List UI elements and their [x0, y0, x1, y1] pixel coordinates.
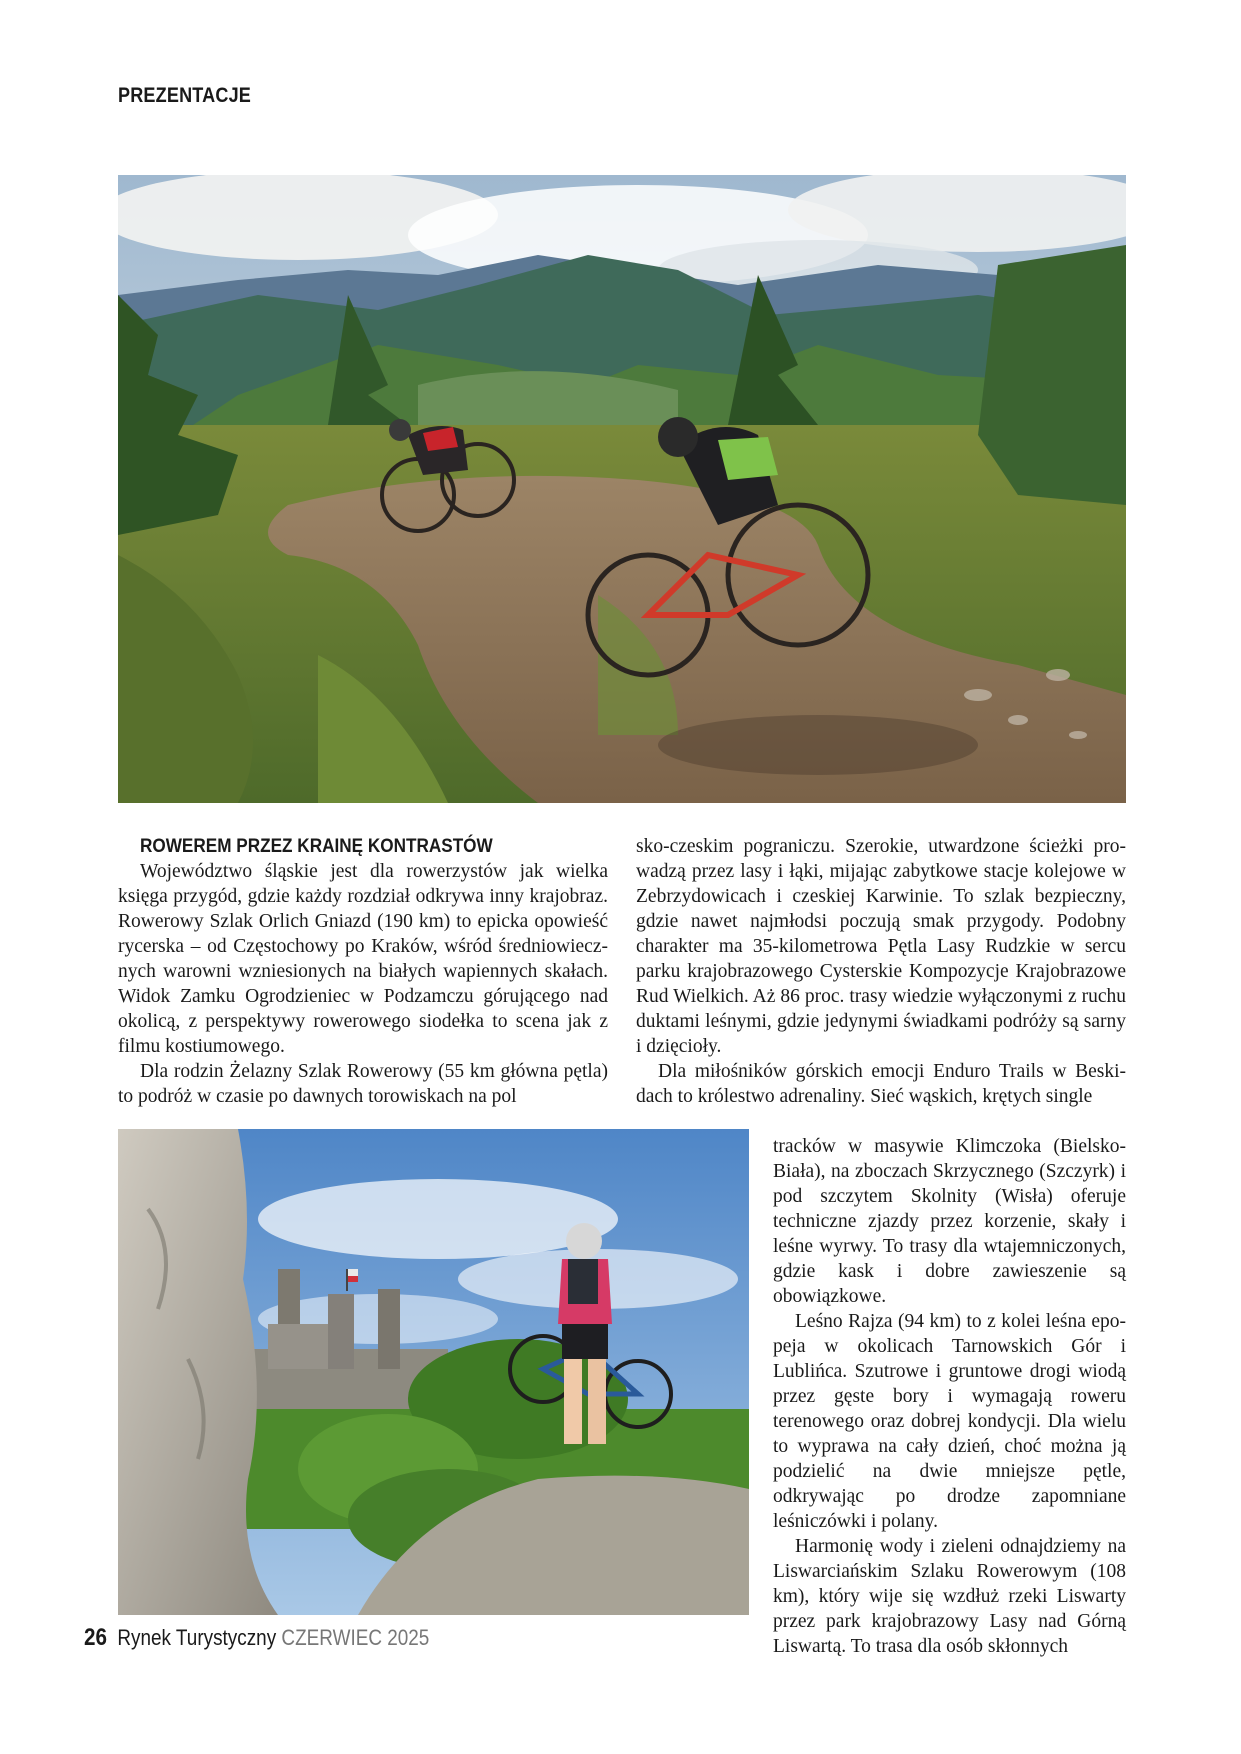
article-paragraph: Dla rodzin Żelazny Szlak Rowerowy (55 km główna pętla) to podróż w czasie po dawnych torowiskach na pol [118, 1061, 608, 1107]
section-label: PREZENTACJE [118, 84, 252, 107]
article-column-right-bottom [773, 1134, 1126, 1659]
page-footer [84, 1624, 429, 1652]
article-paragraph: Harmonię wody i zieleni odnajdziemy na Liswarciańskim Szlaku Rowerowym (108 km), który wije się wzdłuż rzeki Liswarty przez park krajobrazowy Lasy nad Górną Liswartą. To trasa dla osób skłonnych [773, 1536, 1126, 1657]
page-number: 26 [84, 1624, 107, 1651]
issue-date: CZERWIEC 2025 [281, 1625, 430, 1650]
article-paragraph: Leśno Rajza (94 km) to z kolei leśna epopeja w okolicach Tarnowskich Gór i Lublińca. Szutrowe i gruntowe drogi wiodą przez gęste bory i wymagają roweru terenowego oraz dobrej kondycji. Dla wielu to wyprawa na cały dzień, choć można ją podzielić na dwie mniejsze pętle, odkrywając po drodze zapomniane leśniczówki i polany. [773, 1311, 1126, 1532]
castle-cyclist-illustration [118, 1129, 749, 1615]
mountain-bikers-illustration [118, 175, 1126, 803]
mountain-bikers-photo [118, 175, 1126, 803]
castle-cyclist-photo [118, 1129, 749, 1615]
article-subheading: ROWEREM PRZEZ KRAINĘ KONTRASTÓW [140, 835, 493, 857]
article-paragraph: tracków w masywie Klimczoka (Bielsko-Biała), na zboczach Skrzycznego (Szczyrk) i pod szczytem Skolnity (Wisła) oferuje techniczne zjazdy przez korzenie, skały i leśne wyrwy. To trasy dla wtajemniczonych, gdzie kask i dobre zawieszenie są obowiązkowe. [773, 1136, 1126, 1307]
article-paragraph: Dla miłośników górskich emocji Enduro Trails w Beskidach to królestwo adrenaliny. Sieć wąskich, krętych single [636, 1061, 1126, 1107]
article-paragraph: Województwo śląskie jest dla rowerzystów jak wielka księga przygód, gdzie każdy rozdział odkrywa inny krajobraz. Rowerowy Szlak Orlich Gniazd (190 km) to epicka opowieść rycerska – od Częstochowy po Kraków, wśród średniowiecznych warowni wzniesionych na białych wapiennych skałach. Widok Zamku Ogrodzieniec w Podzamczu górującego nad okolicą, z perspektywy rowerowego siodełka to scena jak z filmu kostiumowego. [118, 861, 608, 1057]
article-paragraph: sko-czeskim pograniczu. Szerokie, utwardzone ścieżki prowadzą przez lasy i łąki, mijając zabytkowe stacje kolejowe w Zebrzydowicach i czeskiej Karwinie. To szlak bezpieczny, gdzie nawet najmłodsi poczują smak przygody. Podobny charakter ma 35-kilometrowa Pętla Lasy Rudzkie w sercu parku krajobrazowego Cysterskie Kompozycje Krajobrazowe Rud Wielkich. Aż 86 proc. trasy wiedzie wyłączonymi z ruchu duktami leśnymi, gdzie jedynymi świadkami podróży są sarny i dzięcioły. [636, 836, 1126, 1057]
article-column-right-top [636, 834, 1126, 1109]
article-column-left [118, 834, 608, 1109]
magazine-title: Rynek Turystyczny [117, 1625, 277, 1650]
